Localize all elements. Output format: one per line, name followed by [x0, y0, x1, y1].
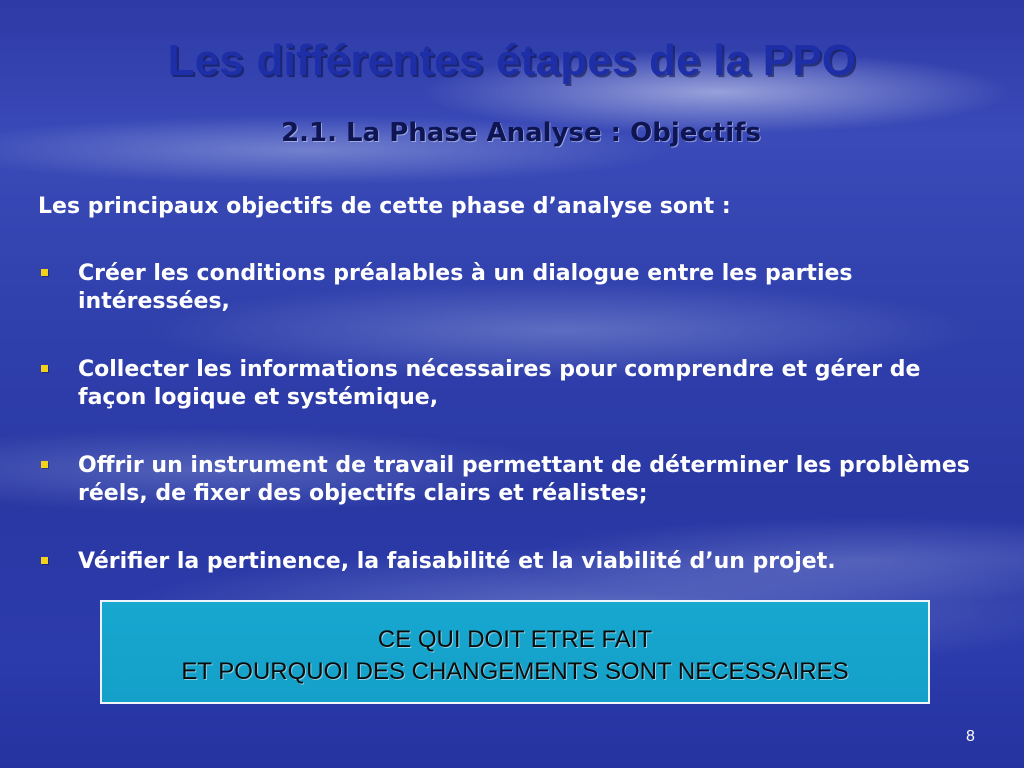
list-item — [38, 548, 978, 576]
list-item-text: Offrir un instrument de travail permettant de déterminer les problèmes réels, de fixer des objectifs clairs et réalistes; — [78, 453, 970, 506]
list-item — [38, 452, 978, 508]
objectives-list — [38, 260, 978, 576]
square-bullet-icon — [41, 269, 48, 276]
callout-box — [100, 600, 930, 704]
list-item-text: Vérifier la pertinence, la faisabilité et la viabilité d’un projet. — [78, 549, 836, 574]
callout-line-2: ET POURQUOI DES CHANGEMENTS SONT NECESSAIRES — [181, 658, 849, 685]
page-number: 8 — [966, 728, 975, 745]
square-bullet-icon — [41, 461, 48, 468]
list-item-text: Collecter les informations nécessaires pour comprendre et gérer de façon logique et systémique, — [78, 357, 921, 410]
list-item-text: Créer les conditions préalables à un dialogue entre les parties intéressées, — [78, 261, 853, 314]
slide-title: Les différentes étapes de la PPO — [167, 36, 857, 85]
callout-line-1: CE QUI DOIT ETRE FAIT — [377, 626, 653, 653]
square-bullet-icon — [41, 557, 48, 564]
slide-subtitle: 2.1. La Phase Analyse : Objectifs — [281, 118, 761, 148]
list-item — [38, 356, 978, 412]
intro-text: Les principaux objectifs de cette phase d’analyse sont : — [38, 194, 731, 219]
square-bullet-icon — [41, 365, 48, 372]
list-item — [38, 260, 978, 316]
